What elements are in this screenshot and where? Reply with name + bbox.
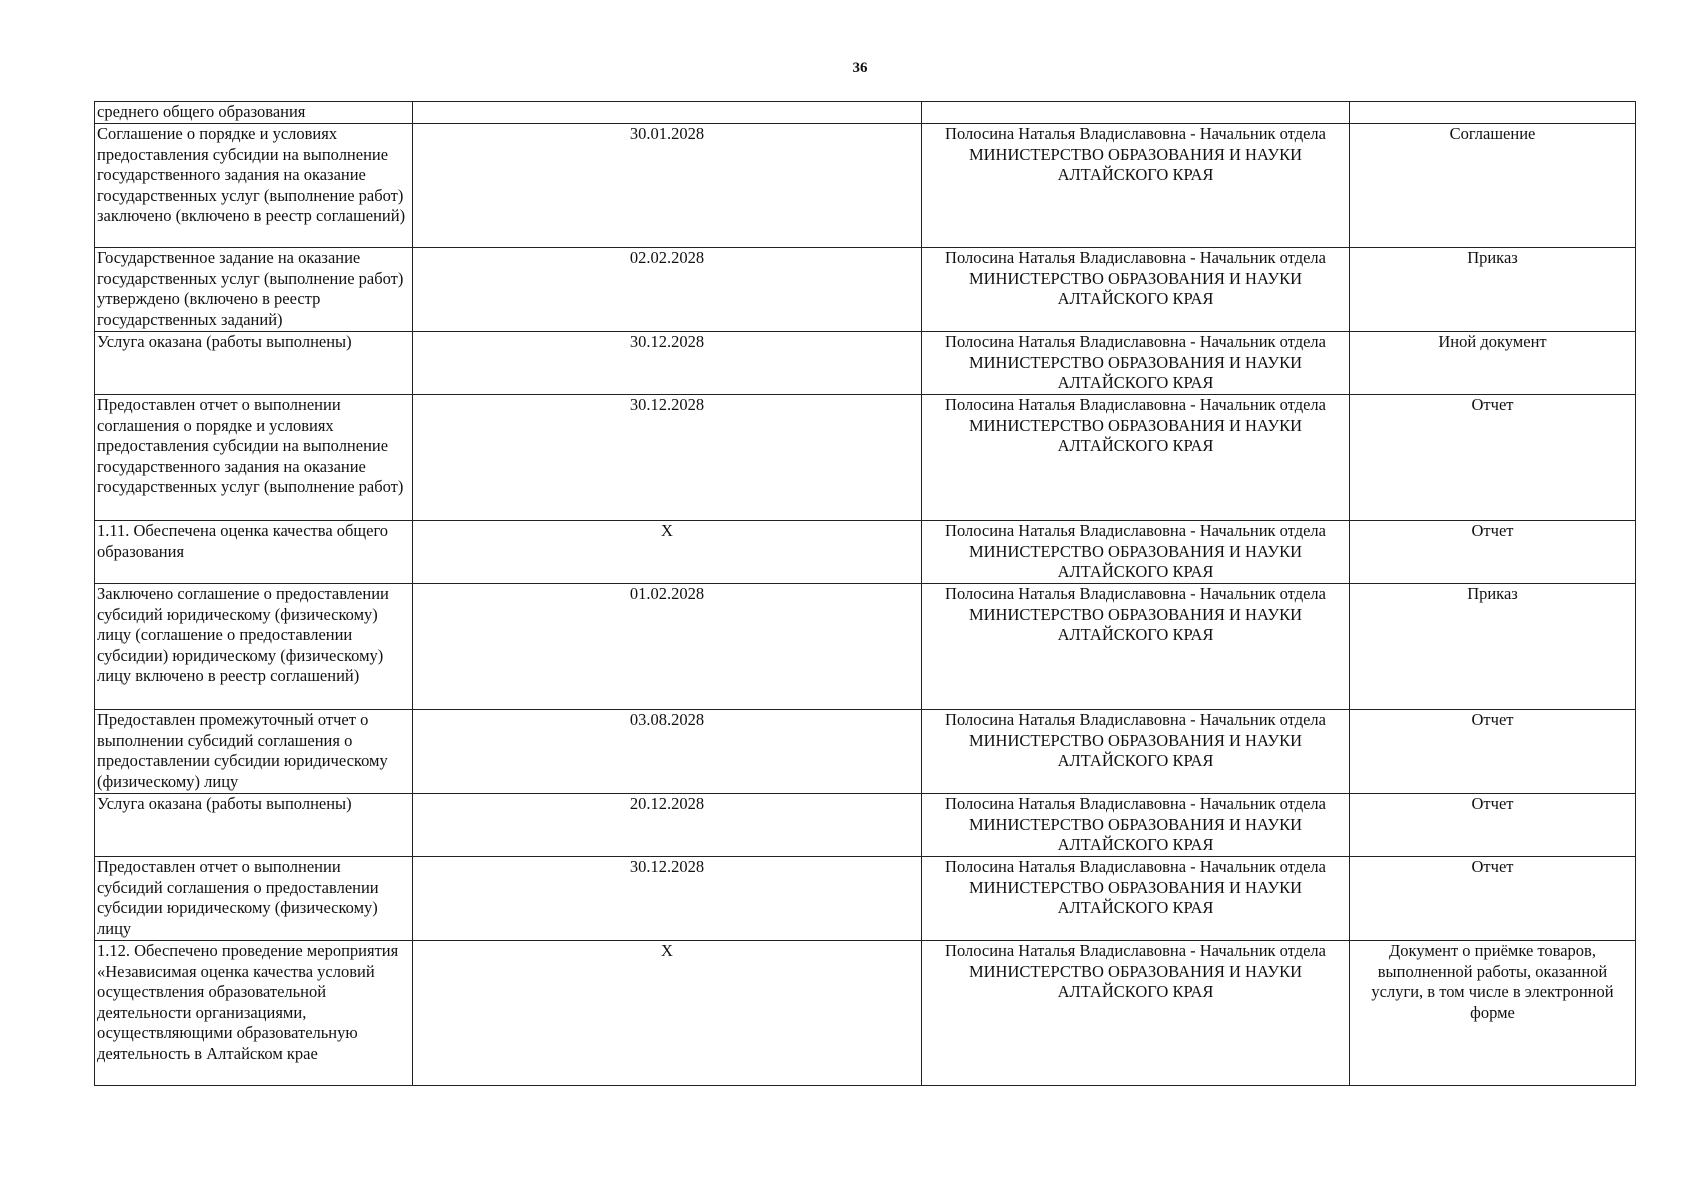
document-type-cell: Иной документ: [1350, 332, 1636, 395]
date-cell: 30.12.2028: [413, 857, 922, 941]
event-name-cell: Предоставлен отчет о выполнении субсидий соглашения о предоставлении субсидии юридическому (физическому) лицу: [95, 857, 413, 941]
control-points-table: [94, 101, 1636, 1086]
responsible-organization: МИНИСТЕРСТВО ОБРАЗОВАНИЯ И НАУКИ АЛТАЙСКОГО КРАЯ: [968, 961, 1303, 1001]
responsible-cell: [922, 794, 1350, 857]
table-row: [95, 124, 1636, 248]
document-type-cell: Отчет: [1350, 857, 1636, 941]
responsible-person: Полосина Наталья Владиславовна - Начальник отдела: [945, 710, 1326, 729]
date-cell: 02.02.2028: [413, 248, 922, 332]
table-row: [95, 584, 1636, 710]
document-type-cell: Отчет: [1350, 521, 1636, 584]
responsible-person: Полосина Наталья Владиславовна - Начальник отдела: [945, 332, 1326, 351]
page-number: 36: [852, 60, 868, 76]
event-name-cell: 1.12. Обеспечено проведение мероприятия «Независимая оценка качества условий осуществления образовательной деятельности организациями, осуществляющими образовательную деятельность в Алтайском крае: [95, 941, 413, 1086]
document-type-cell: Отчет: [1350, 794, 1636, 857]
responsible-cell: [922, 395, 1350, 521]
table-row: [95, 395, 1636, 521]
responsible-person: Полосина Наталья Владиславовна - Начальник отдела: [945, 857, 1326, 876]
table-row: [95, 332, 1636, 395]
date-cell: 03.08.2028: [413, 710, 922, 794]
event-name-cell: Услуга оказана (работы выполнены): [95, 332, 413, 395]
event-name-cell: Услуга оказана (работы выполнены): [95, 794, 413, 857]
document-type-cell: Отчет: [1350, 710, 1636, 794]
responsible-person: Полосина Наталья Владиславовна - Начальник отдела: [945, 248, 1326, 267]
responsible-cell: [922, 102, 1350, 124]
event-name-cell: Государственное задание на оказание государственных услуг (выполнение работ) утверждено (включено в реестр государственных заданий): [95, 248, 413, 332]
responsible-person: Полосина Наталья Владиславовна - Начальник отдела: [945, 584, 1326, 603]
table-row: [95, 857, 1636, 941]
responsible-cell: [922, 584, 1350, 710]
date-cell: X: [413, 941, 922, 1086]
responsible-cell: [922, 332, 1350, 395]
responsible-organization: МИНИСТЕРСТВО ОБРАЗОВАНИЯ И НАУКИ АЛТАЙСКОГО КРАЯ: [968, 604, 1303, 644]
event-name-cell: 1.11. Обеспечена оценка качества общего образования: [95, 521, 413, 584]
date-cell: 30.01.2028: [413, 124, 922, 248]
table-row: [95, 102, 1636, 124]
responsible-organization: МИНИСТЕРСТВО ОБРАЗОВАНИЯ И НАУКИ АЛТАЙСКОГО КРАЯ: [968, 541, 1303, 581]
responsible-organization: МИНИСТЕРСТВО ОБРАЗОВАНИЯ И НАУКИ АЛТАЙСКОГО КРАЯ: [968, 877, 1303, 917]
document-type-cell: Отчет: [1350, 395, 1636, 521]
event-name-cell: Заключено соглашение о предоставлении субсидий юридическому (физическому) лицу (соглашение о предоставлении субсидии) юридическому (физическому) лицу включено в реестр соглашений): [95, 584, 413, 710]
event-name-cell: Соглашение о порядке и условиях предоставления субсидии на выполнение государственного задания на оказание государственных услуг (выполнение работ) заключено (включено в реестр соглашений): [95, 124, 413, 248]
responsible-organization: МИНИСТЕРСТВО ОБРАЗОВАНИЯ И НАУКИ АЛТАЙСКОГО КРАЯ: [968, 814, 1303, 854]
responsible-organization: МИНИСТЕРСТВО ОБРАЗОВАНИЯ И НАУКИ АЛТАЙСКОГО КРАЯ: [968, 144, 1303, 184]
date-cell: 30.12.2028: [413, 332, 922, 395]
table-row: [95, 710, 1636, 794]
responsible-person: Полосина Наталья Владиславовна - Начальник отдела: [945, 794, 1326, 813]
event-name-cell: среднего общего образования: [95, 102, 413, 124]
table-row: [95, 794, 1636, 857]
responsible-organization: МИНИСТЕРСТВО ОБРАЗОВАНИЯ И НАУКИ АЛТАЙСКОГО КРАЯ: [968, 268, 1303, 308]
date-cell: [413, 102, 922, 124]
table-row: [95, 521, 1636, 584]
responsible-person: Полосина Наталья Владиславовна - Начальник отдела: [945, 124, 1326, 143]
date-cell: 30.12.2028: [413, 395, 922, 521]
responsible-organization: МИНИСТЕРСТВО ОБРАЗОВАНИЯ И НАУКИ АЛТАЙСКОГО КРАЯ: [968, 415, 1303, 455]
table-row: [95, 248, 1636, 332]
responsible-person: Полосина Наталья Владиславовна - Начальник отдела: [945, 395, 1326, 414]
document-type-cell: Документ о приёмке товаров, выполненной работы, оказанной услуги, в том числе в электронной форме: [1350, 941, 1636, 1086]
responsible-cell: [922, 941, 1350, 1086]
document-type-cell: [1350, 102, 1636, 124]
table-row: [95, 941, 1636, 1086]
responsible-cell: [922, 521, 1350, 584]
responsible-cell: [922, 248, 1350, 332]
document-type-cell: Соглашение: [1350, 124, 1636, 248]
responsible-cell: [922, 857, 1350, 941]
responsible-organization: МИНИСТЕРСТВО ОБРАЗОВАНИЯ И НАУКИ АЛТАЙСКОГО КРАЯ: [968, 730, 1303, 770]
date-cell: X: [413, 521, 922, 584]
event-name-cell: Предоставлен промежуточный отчет о выполнении субсидий соглашения о предоставлении субсидии юридическому (физическому) лицу: [95, 710, 413, 794]
responsible-person: Полосина Наталья Владиславовна - Начальник отдела: [945, 521, 1326, 540]
responsible-cell: [922, 124, 1350, 248]
responsible-person: Полосина Наталья Владиславовна - Начальник отдела: [945, 941, 1326, 960]
date-cell: 20.12.2028: [413, 794, 922, 857]
responsible-organization: МИНИСТЕРСТВО ОБРАЗОВАНИЯ И НАУКИ АЛТАЙСКОГО КРАЯ: [968, 352, 1303, 392]
document-type-cell: Приказ: [1350, 584, 1636, 710]
date-cell: 01.02.2028: [413, 584, 922, 710]
document-type-cell: Приказ: [1350, 248, 1636, 332]
responsible-cell: [922, 710, 1350, 794]
event-name-cell: Предоставлен отчет о выполнении соглашения о порядке и условиях предоставления субсидии на выполнение государственного задания на оказание государственных услуг (выполнение работ): [95, 395, 413, 521]
